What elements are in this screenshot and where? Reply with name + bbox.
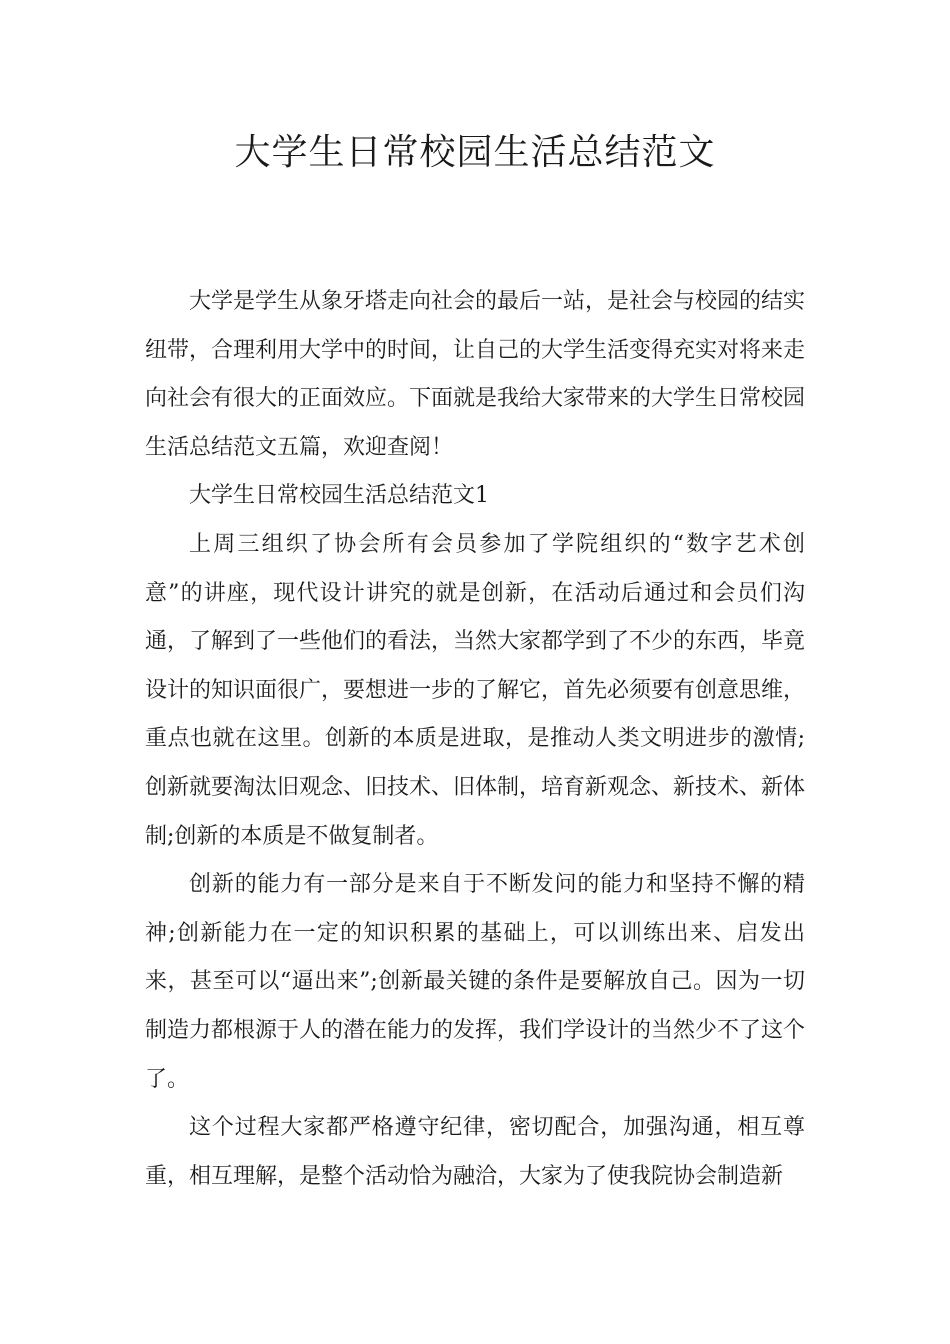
body-paragraph: 这个过程大家都严格遵守纪律，密切配合，加强沟通，相互尊重，相互理解，是整个活动恰为融洽，大家为了使我院协会制造新 — [145, 1115, 805, 1189]
body-paragraph: 上周三组织了协会所有会员参加了学院组织的“数字艺术创意”的讲座，现代设计讲究的就是创新，在活动后通过和会员们沟通，了解到了一些他们的看法，当然大家都学到了不少的东西，毕竟设计的知识面很广，要想进一步的了解它，首先必须要有创意思维，重点也就在这里。创新的本质是进取，是推动人类文明进步的激情;创新就要淘汰旧观念、旧技术、旧体制，培育新观念、新技术、新体制;创新的本质是不做复制者。 — [145, 531, 806, 849]
document-body — [145, 278, 805, 1201]
section-heading: 大学生日常校园生活总结范文1 — [189, 483, 489, 509]
body-paragraph: 创新的能力有一部分是来自于不断发问的能力和坚持不懈的精神;创新能力在一定的知识积累的基础上，可以训练出来、启发出来，甚至可以“逼出来”;创新最关键的条件是要解放自己。因为一切制造力都根源于人的潜在能力的发挥，我们学设计的当然少不了这个了。 — [145, 872, 806, 1092]
intro-paragraph: 大学是学生从象牙塔走向社会的最后一站，是社会与校园的结实纽带，合理利用大学中的时间，让自己的大学生活变得充实对将来走向社会有很大的正面效应。下面就是我给大家带来的大学生日常校园生活总结范文五篇，欢迎查阅！ — [145, 289, 806, 460]
document-title: 大学生日常校园生活总结范文 — [234, 132, 716, 173]
